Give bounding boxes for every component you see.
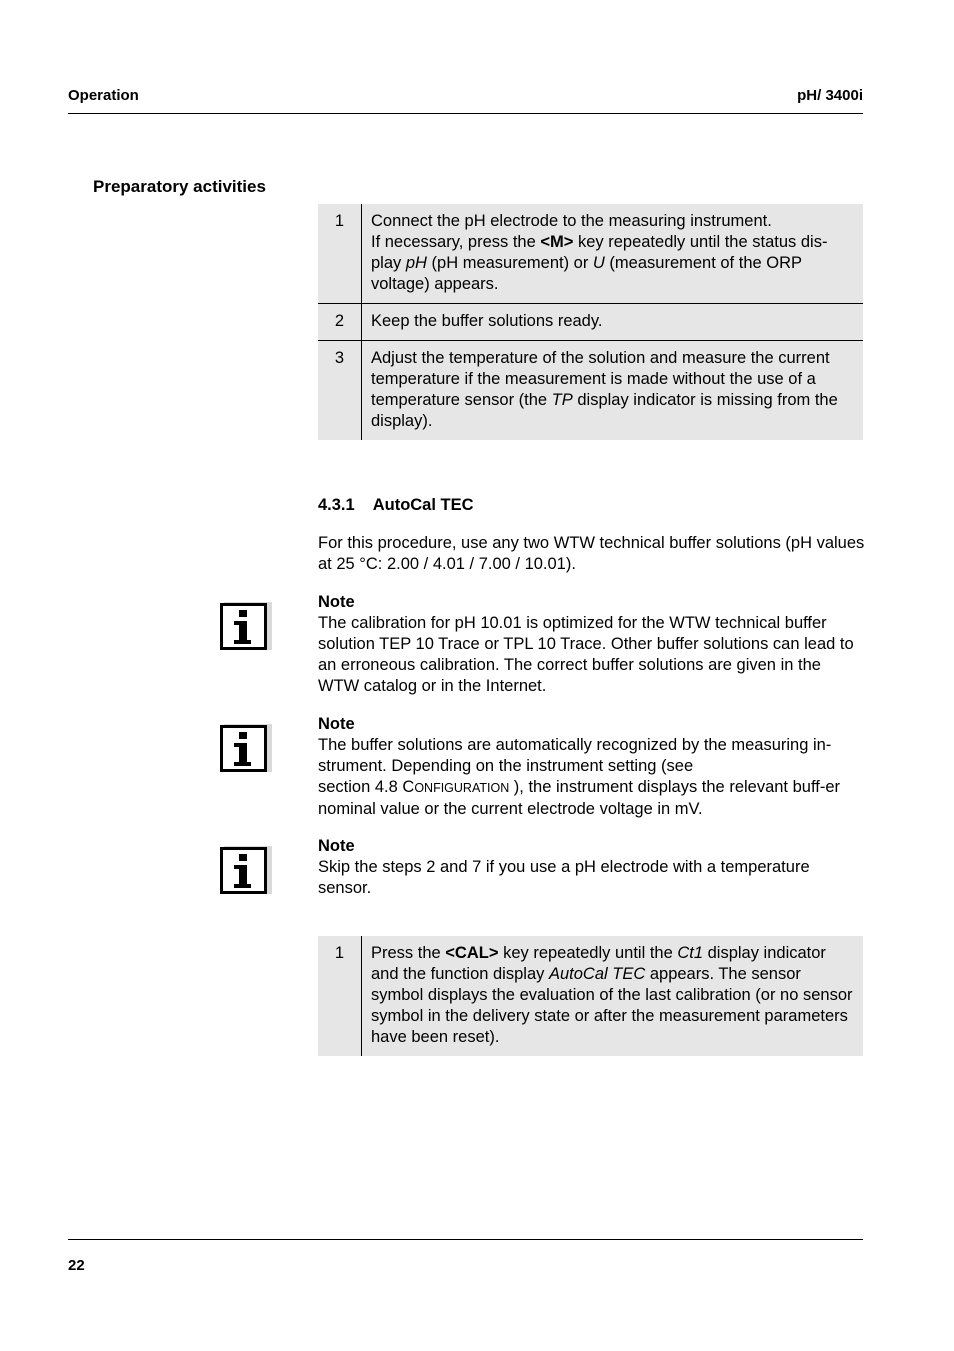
step-number: 1 bbox=[318, 204, 362, 304]
table-row bbox=[318, 341, 863, 441]
side-heading: Preparatory activities bbox=[93, 177, 266, 196]
note-title: Note bbox=[318, 837, 355, 855]
step-number: 1 bbox=[318, 936, 362, 1056]
step-number: 2 bbox=[318, 304, 362, 341]
info-icon bbox=[220, 600, 272, 652]
step-text: Keep the buffer solutions ready. bbox=[362, 304, 864, 341]
table-row bbox=[318, 304, 863, 341]
step-number: 3 bbox=[318, 341, 362, 441]
section-title: AutoCal TEC bbox=[372, 496, 474, 514]
footer-rule bbox=[68, 1239, 863, 1240]
key-name: <M> bbox=[540, 233, 574, 251]
header-rule bbox=[68, 113, 863, 114]
note-block bbox=[318, 836, 866, 899]
note-text: Skip the steps 2 and 7 if you use a pH electrode with a temperature sensor. bbox=[318, 858, 810, 897]
info-icon bbox=[220, 722, 272, 774]
step-text: Connect the pH electrode to the measuring instrument. If necessary, press the <M> key repeatedly until the status dis-play pH (pH measurement) or U (measurement of the ORP voltage) appears. bbox=[362, 204, 864, 304]
table-row bbox=[318, 936, 863, 1056]
note-block: Note The buffer solutions are automatically recognized by the measuring in-strument. Depending on the instrument setting (see section 4.8 CONFIGURATION ), the instrument displays the relevant buff-er nominal value or the current electrode voltage in mV. bbox=[318, 714, 866, 820]
note-block bbox=[318, 592, 866, 697]
cal-steps-table bbox=[318, 936, 863, 1056]
section-number: 4.3.1 bbox=[318, 496, 355, 514]
running-header-section: Operation bbox=[68, 87, 139, 104]
key-name: <CAL> bbox=[445, 944, 499, 962]
page-number: 22 bbox=[68, 1257, 85, 1274]
intro-paragraph: For this procedure, use any two WTW technical buffer solutions (pH values at 25 °C: 2.00 / 4.01 / 7.00 / 10.01). bbox=[318, 534, 865, 573]
step-text: Press the <CAL> key repeatedly until the Ct1 display indicator and the function display AutoCal TEC appears. The sensor symbol displays the evaluation of the last calibration (or no sensor symbol in the delivery state or after the measurement parameters have been reset). bbox=[362, 936, 864, 1056]
config-link: CONFIGURATION bbox=[402, 778, 510, 796]
note-title: Note bbox=[318, 593, 355, 611]
running-header-product: pH/ 3400i bbox=[797, 87, 863, 104]
note-text: The calibration for pH 10.01 is optimized for the WTW technical buffer solution TEP 10 Trace or TPL 10 Trace. Other buffer solutions can lead to an erroneous calibration. The correct buffer solutions are given in the WTW catalog or in the Internet. bbox=[318, 614, 854, 695]
step-text: Adjust the temperature of the solution and measure the current temperature if the measurement is made without the use of a temperature sensor (the TP display indicator is missing from the display). bbox=[362, 341, 864, 441]
prep-steps-table bbox=[318, 204, 863, 440]
section-heading bbox=[318, 496, 474, 515]
info-icon bbox=[220, 844, 272, 896]
table-row bbox=[318, 204, 863, 304]
note-title: Note bbox=[318, 715, 355, 733]
